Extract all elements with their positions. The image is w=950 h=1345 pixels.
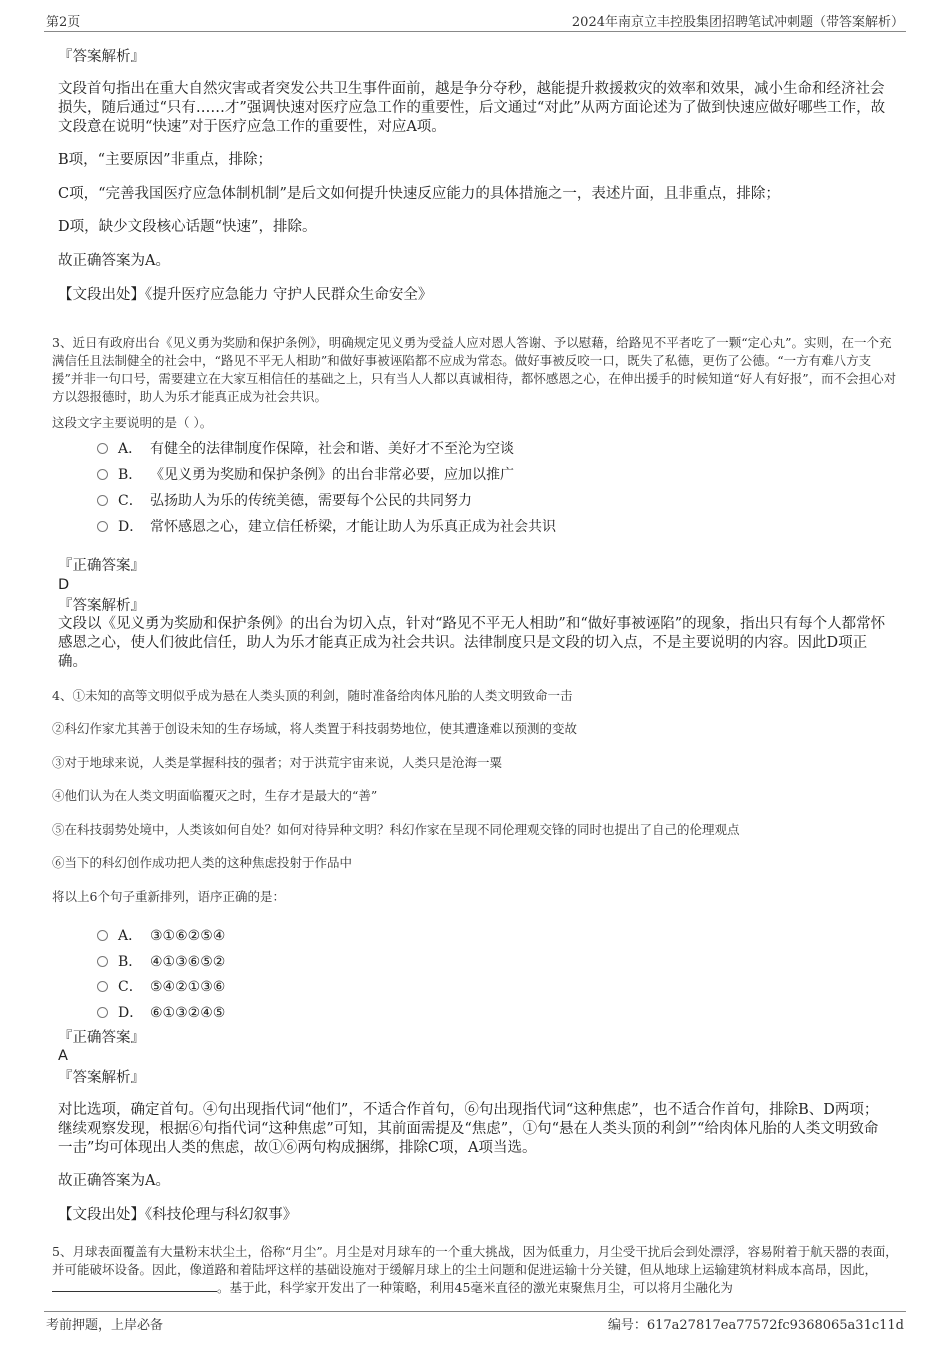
q3-stem: 3、近日有政府出台《见义勇为奖励和保护条例》，明确规定见义勇为受益人应对恩人答谢、予以慰藉，给路见不平者吃了一颗“定心丸”。实则，在一个充满信任且法制健全的社会中，“路见不平无人相助”和做好事被诬陷都不应成为常态。做好事被反咬一口，既失了私德，更伤了公德。“一方有难八方支援”并非一句口号，需要建立在大家互相信任的基础之上，只有当人人都以真诚相待，都怀感恩之心，在伸出援手的时候知道“好人有好报”，而不会担心对方以怨报德时，助人为乐才能真正成为社会共识。 (52, 335, 897, 404)
radio-icon[interactable] (97, 443, 108, 454)
q4-analysis-label: 『答案解析』 (58, 1070, 145, 1086)
q4-option-d[interactable]: D． ⑥①③②④⑤ (97, 1002, 225, 1022)
radio-icon[interactable] (97, 981, 108, 992)
radio-icon[interactable] (97, 495, 108, 506)
q4-source: 【文段出处】《科技伦理与科幻叙事》 (58, 1207, 298, 1223)
q4-sentence-4: ④他们认为在人类文明面临覆灭之时，生存才是最大的“善” (52, 788, 378, 803)
radio-icon[interactable] (97, 469, 108, 480)
q4-option-a[interactable]: A． ③①⑥②⑤④ (97, 925, 225, 945)
document-id: 编号：617a27817ea77572fc9368065a31c11d (607, 1318, 904, 1333)
q4-sentence-5: ⑤在科技弱势处境中，人类该如何自处？如何对待异种文明？科幻作家在呈现不同伦理观交锋的同时也提出了自己的伦理观点 (52, 822, 740, 837)
q4-sentence-6: ⑥当下的科幻创作成功把人类的这种焦虑投射于作品中 (52, 855, 353, 870)
radio-icon[interactable] (97, 1007, 108, 1018)
q4-analysis: 对比选项，确定首句。④句出现指代词“他们”，不适合作首句，⑥句出现指代词“这种焦虑”，也不适合作首句，排除B、D两项；继续观察发现，根据⑥句指代词“这种焦虑”可知，其前面需提及“焦虑”，①句“悬在人类头顶的利剑”“给肉体凡胎的人类文明致命一击”均可体现出人类的焦虑，故①⑥两句构成捆绑，排除C项，A项当选。 (58, 1102, 879, 1156)
q3-option-b[interactable]: B． 《见义勇为奖励和保护条例》的出台非常必要，应加以推广 (97, 464, 514, 484)
q3-answer: D (58, 577, 70, 593)
q3-option-d[interactable]: D． 常怀感恩之心，建立信任桥梁，才能让助人为乐真正成为社会共识 (97, 516, 556, 536)
fill-blank[interactable] (52, 1279, 217, 1292)
q4-prompt: 将以上6个句子重新排列，语序正确的是： (52, 889, 285, 904)
q3-option-a[interactable]: A． 有健全的法律制度作保障，社会和谐、美好才不至沦为空谈 (97, 438, 514, 458)
q2-source: 【文段出处】《提升医疗应急能力 守护人民群众生命安全》 (58, 287, 433, 303)
q3-analysis-label: 『答案解析』 (58, 598, 145, 614)
q2-analysis-d: D项，缺少文段核心话题“快速”，排除。 (58, 219, 317, 235)
q3-answer-label: 『正确答案』 (58, 558, 145, 574)
page-number: 第2页 (46, 15, 81, 30)
q3-option-c[interactable]: C． 弘扬助人为乐的传统美德，需要每个公民的共同努力 (97, 490, 472, 510)
q2-conclusion: 故正确答案为A。 (58, 253, 170, 269)
q2-analysis-label: 『答案解析』 (58, 49, 145, 65)
q3-analysis: 文段以《见义勇为奖励和保护条例》的出台为切入点，针对“路见不平无人相助”和“做好事被诬陷”的现象，指出只有每个人都常怀感恩之心，使人们彼此信任，助人为乐才能真正成为社会共识。法律制度只是文段的切入点，不是主要说明的内容。因此D项正确。 (58, 616, 886, 670)
radio-icon[interactable] (97, 956, 108, 967)
q2-analysis-b: B项，“主要原因”非重点，排除； (58, 152, 272, 168)
q4-answer-label: 『正确答案』 (58, 1030, 145, 1046)
header-divider (44, 31, 906, 32)
q4-sentence-2: ②科幻作家尤其善于创设未知的生存场域，将人类置于科技弱势地位，使其遭逢难以预测的变故 (52, 721, 578, 736)
q4-answer: A (58, 1048, 68, 1064)
q2-analysis-paragraph: 文段首句指出在重大自然灾害或者突发公共卫生事件面前，越是争分夺秒，越能提升救援救灾的效率和效果，减小生命和经济社会损失，随后通过“只有……才”强调快速对医疗应急工作的重要性，后文通过“对此”从两方面论述为了做到快速应做好哪些工作，故文段意在说明“快速”对于医疗应急工作的重要性，对应A项。 (58, 81, 886, 135)
radio-icon[interactable] (97, 930, 108, 941)
q4-sentence-1: 4、①未知的高等文明似乎成为悬在人类头顶的利剑，随时准备给肉体凡胎的人类文明致命一击 (52, 688, 573, 703)
q4-sentence-3: ③对于地球来说，人类是掌握科技的强者；对于洪荒宇宙来说，人类只是沧海一粟 (52, 755, 503, 770)
q3-prompt: 这段文字主要说明的是（ ）。 (52, 415, 213, 430)
q4-option-b[interactable]: B． ④①③⑥⑤② (97, 951, 225, 971)
footer-divider (44, 1311, 906, 1312)
radio-icon[interactable] (97, 521, 108, 532)
footer-slogan: 考前押题，上岸必备 (46, 1318, 164, 1333)
q4-conclusion: 故正确答案为A。 (58, 1173, 170, 1189)
document-title: 2024年南京立丰控股集团招聘笔试冲刺题（带答案解析） (571, 15, 904, 30)
q5-stem: 5、月球表面覆盖有大量粉末状尘土，俗称“月尘”。月尘是对月球车的一个重大挑战，因为低重力，月尘受干扰后会到处漂浮，容易附着于航天器的表面，并可能破坏设备。因此，像道路和着陆坪这样的基础设施对于缓解月球上的尘土问题和促进运输十分关键，但从地球上运输建筑材料成本高昂，因此，。基于此，科学家开发出了一种策略，利用45毫米直径的激光束聚焦月尘，可以将月尘融化为 (52, 1244, 898, 1295)
q4-option-c[interactable]: C． ⑤④②①③⑥ (97, 976, 225, 996)
q2-analysis-c: C项，“完善我国医疗应急体制机制”是后文如何提升快速反应能力的具体措施之一，表述片面，且非重点，排除； (58, 186, 780, 202)
